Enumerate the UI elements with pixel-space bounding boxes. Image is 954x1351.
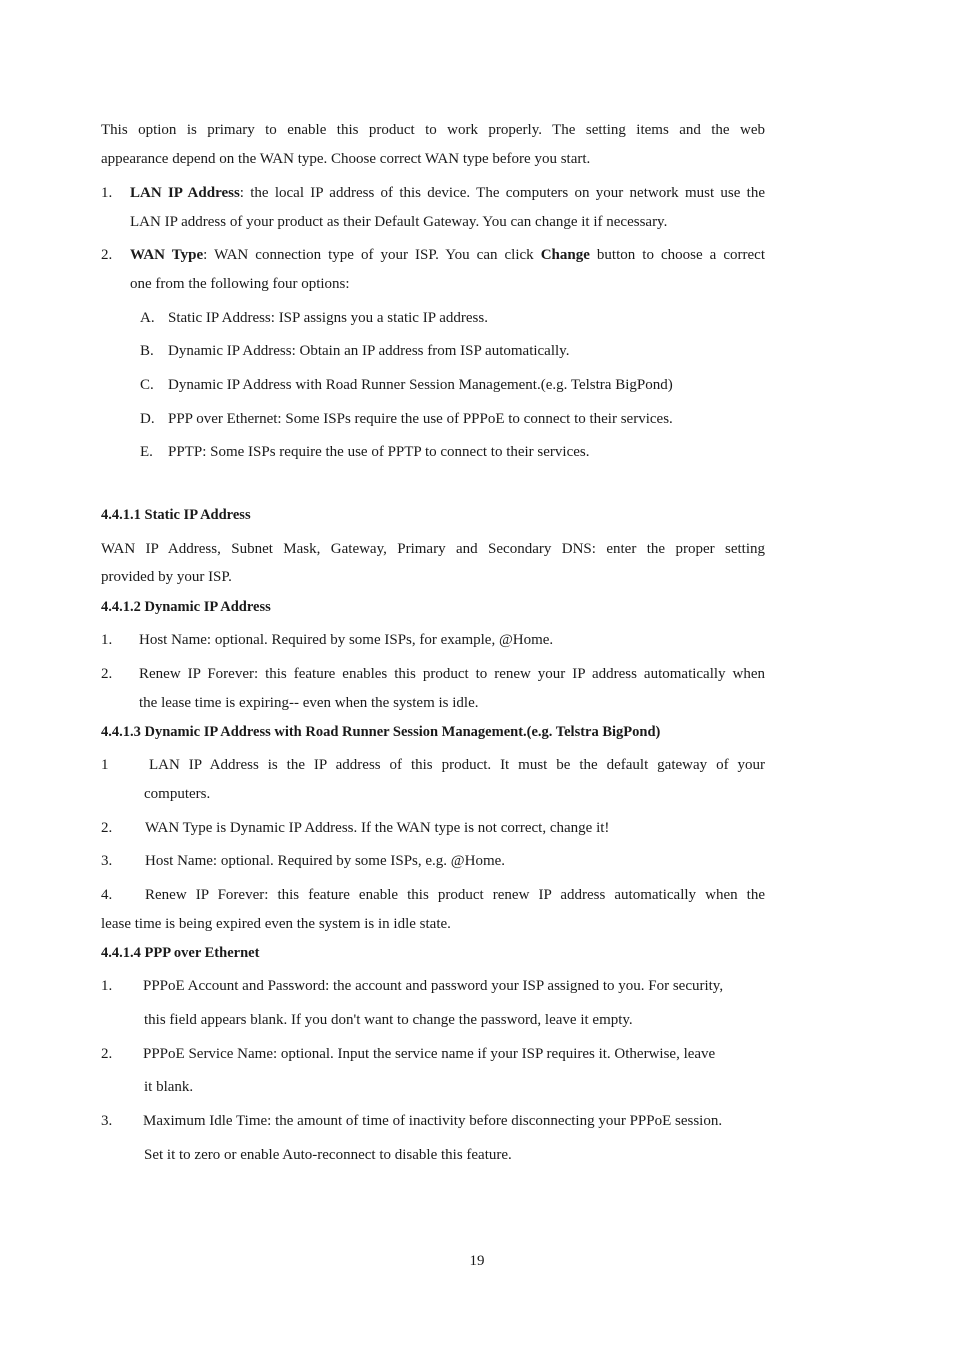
pppoe-item-2: PPPoE Service Name: optional. Input the service name if your ISP requires it. Otherwise, leave bbox=[143, 1046, 716, 1062]
term-change: Change bbox=[540, 247, 590, 263]
option-letter: E. bbox=[140, 444, 153, 460]
option-letter: C. bbox=[140, 377, 154, 393]
option-letter: A. bbox=[140, 310, 155, 326]
list-item-lan-ip-line-2: LAN IP address of your product as their Default Gateway. You can change it if necessary. bbox=[130, 214, 668, 230]
list-number: 2. bbox=[101, 666, 113, 682]
static-ip-line-2: provided by your ISP. bbox=[101, 569, 232, 585]
intro-line-2: appearance depend on the WAN type. Choose correct WAN type before you start. bbox=[101, 151, 591, 167]
option-dynamic-ip: Dynamic IP Address: Obtain an IP address from ISP automatically. bbox=[168, 343, 570, 359]
pppoe-item-3-line-2: Set it to zero or enable Auto-reconnect to disable this feature. bbox=[144, 1147, 512, 1163]
list-number: 1. bbox=[101, 978, 113, 994]
option-static-ip: Static IP Address: ISP assigns you a static IP address. bbox=[168, 310, 488, 326]
list-number: 2. bbox=[101, 820, 113, 836]
option-pppoe: PPP over Ethernet: Some ISPs require the use of PPPoE to connect to their services. bbox=[168, 411, 673, 427]
list-number: 3. bbox=[101, 1113, 113, 1129]
road-runner-item-4: Renew IP Forever: this feature enable this product renew IP address automatically when the bbox=[145, 887, 765, 903]
pppoe-item-1-line-2: this field appears blank. If you don't want to change the password, leave it empty. bbox=[144, 1012, 633, 1028]
section-heading-static-ip: 4.4.1.1 Static IP Address bbox=[101, 507, 251, 523]
section-heading-dynamic-ip: 4.4.1.2 Dynamic IP Address bbox=[101, 599, 271, 615]
option-pptp: PPTP: Some ISPs require the use of PPTP to connect to their services. bbox=[168, 444, 590, 460]
option-letter: D. bbox=[140, 411, 155, 427]
dynamic-ip-item-2-line-2: the lease time is expiring-- even when the system is idle. bbox=[139, 695, 479, 711]
list-number: 2. bbox=[101, 1046, 113, 1062]
option-letter: B. bbox=[140, 343, 154, 359]
section-heading-road-runner: 4.4.1.3 Dynamic IP Address with Road Runner Session Management.(e.g. Telstra BigPond) bbox=[101, 724, 661, 740]
option-road-runner: Dynamic IP Address with Road Runner Session Management.(e.g. Telstra BigPond) bbox=[168, 377, 673, 393]
road-runner-item-2: WAN Type is Dynamic IP Address. If the WAN type is not correct, change it! bbox=[145, 820, 610, 836]
list-item-wan-type: WAN Type: WAN connection type of your ISP. You can click Change button to choose a correct bbox=[130, 247, 766, 263]
road-runner-item-1-line-2: computers. bbox=[144, 786, 211, 802]
road-runner-item-1: LAN IP Address is the IP address of this product. It must be the default gateway of your bbox=[149, 757, 765, 773]
road-runner-item-3: Host Name: optional. Required by some ISPs, e.g. @Home. bbox=[145, 853, 506, 869]
static-ip-line-1: WAN IP Address, Subnet Mask, Gateway, Primary and Secondary DNS: enter the proper setting bbox=[101, 541, 765, 557]
pppoe-item-3: Maximum Idle Time: the amount of time of inactivity before disconnecting your PPPoE session. bbox=[143, 1113, 723, 1129]
pppoe-item-2-line-2: it blank. bbox=[144, 1079, 194, 1095]
page-number: 19 bbox=[469, 1253, 485, 1269]
section-heading-pppoe: 4.4.1.4 PPP over Ethernet bbox=[101, 945, 260, 961]
term-lan-ip: LAN IP Address bbox=[130, 185, 240, 201]
list-item-wan-type-line-2: one from the following four options: bbox=[130, 276, 350, 292]
list-number: 2. bbox=[101, 247, 113, 263]
list-number: 1. bbox=[101, 185, 113, 201]
list-number: 3. bbox=[101, 853, 113, 869]
pppoe-item-1: PPPoE Account and Password: the account and password your ISP assigned to you. For security, bbox=[143, 978, 724, 994]
list-number: 1 bbox=[101, 757, 109, 773]
dynamic-ip-item-2: Renew IP Forever: this feature enables this product to renew your IP address automatically when bbox=[139, 666, 765, 682]
list-number: 1. bbox=[101, 632, 113, 648]
list-item-lan-ip: LAN IP Address: the local IP address of this device. The computers on your network must use the bbox=[130, 185, 765, 201]
term-wan-type: WAN Type bbox=[130, 247, 204, 263]
list-number: 4. bbox=[101, 887, 113, 903]
intro-line-1: This option is primary to enable this product to work properly. The setting items and the web bbox=[101, 122, 765, 138]
road-runner-item-4-line-2: lease time is being expired even the system is in idle state. bbox=[101, 916, 451, 932]
dynamic-ip-item-1: Host Name: optional. Required by some ISPs, for example, @Home. bbox=[139, 632, 554, 648]
